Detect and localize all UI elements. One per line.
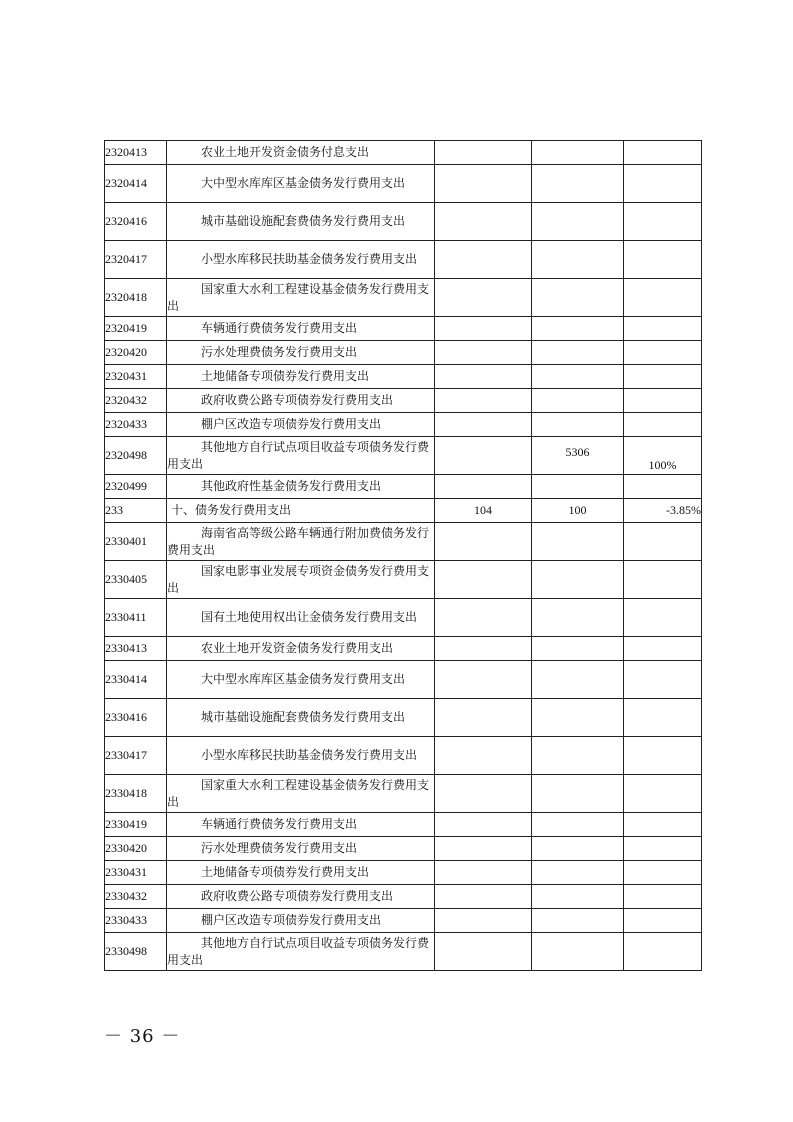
row-percent xyxy=(624,413,702,437)
row-value-1 xyxy=(435,909,532,933)
row-code: 2330414 xyxy=(105,661,167,699)
row-name xyxy=(167,389,435,413)
table-row xyxy=(105,885,702,909)
row-value-2 xyxy=(532,165,624,203)
row-code: 2330498 xyxy=(105,933,167,971)
row-code: 2330419 xyxy=(105,813,167,837)
table-row xyxy=(105,737,702,775)
row-value-2: 5306 xyxy=(532,437,624,475)
row-name-text: 农业土地开发资金债务发行费用支出 xyxy=(201,641,394,655)
row-name xyxy=(167,909,435,933)
row-percent xyxy=(624,141,702,165)
row-percent xyxy=(624,341,702,365)
row-value-1 xyxy=(435,813,532,837)
row-value-2 xyxy=(532,599,624,637)
row-value-2 xyxy=(532,475,624,499)
table-row xyxy=(105,699,702,737)
row-code: 2330417 xyxy=(105,737,167,775)
row-value-2 xyxy=(532,341,624,365)
row-name xyxy=(167,341,435,365)
row-percent xyxy=(624,737,702,775)
row-name-text: 政府收费公路专项债券发行费用支出 xyxy=(201,889,394,903)
row-name-text: 车辆通行费债务发行费用支出 xyxy=(201,817,358,831)
row-value-2 xyxy=(532,317,624,341)
row-value-1 xyxy=(435,661,532,699)
table-row xyxy=(105,837,702,861)
row-value-2 xyxy=(532,737,624,775)
row-value-1 xyxy=(435,389,532,413)
table-row xyxy=(105,933,702,971)
row-code: 233 xyxy=(105,499,167,523)
row-name xyxy=(167,837,435,861)
row-percent xyxy=(624,279,702,317)
row-name-text: 政府收费公路专项债券发行费用支出 xyxy=(201,393,394,407)
table-row xyxy=(105,775,702,813)
table-row xyxy=(105,437,702,475)
row-value-2 xyxy=(532,661,624,699)
row-name xyxy=(167,413,435,437)
row-percent xyxy=(624,165,702,203)
row-value-1 xyxy=(435,165,532,203)
row-percent xyxy=(624,599,702,637)
row-code: 2320433 xyxy=(105,413,167,437)
row-percent: 100% xyxy=(624,437,702,475)
row-name-text: 海南省高等级公路车辆通行附加费债务发行费用支出 xyxy=(167,525,430,557)
table-row xyxy=(105,165,702,203)
row-name-text: 十、债务发行费用支出 xyxy=(171,503,292,517)
row-name xyxy=(167,861,435,885)
row-value-1 xyxy=(435,475,532,499)
row-name-text: 国家重大水利工程建设基金债务发行费用支出 xyxy=(167,777,430,809)
row-percent xyxy=(624,523,702,561)
row-percent xyxy=(624,203,702,241)
row-code: 2320419 xyxy=(105,317,167,341)
row-value-1 xyxy=(435,317,532,341)
table-row xyxy=(105,523,702,561)
table-row xyxy=(105,499,702,523)
row-name-text: 小型水库移民扶助基金债务发行费用支出 xyxy=(201,252,418,266)
row-value-2 xyxy=(532,861,624,885)
row-name-text: 大中型水库库区基金债务发行费用支出 xyxy=(201,672,406,686)
row-code: 2320431 xyxy=(105,365,167,389)
row-code: 2330401 xyxy=(105,523,167,561)
row-name-text: 国家重大水利工程建设基金债务发行费用支出 xyxy=(167,281,430,313)
row-value-2 xyxy=(532,241,624,279)
table-row xyxy=(105,637,702,661)
table-row xyxy=(105,561,702,599)
row-value-2 xyxy=(532,837,624,861)
row-name xyxy=(167,475,435,499)
row-name xyxy=(167,203,435,241)
row-value-1: 104 xyxy=(435,499,532,523)
row-name xyxy=(167,523,435,561)
table-row xyxy=(105,661,702,699)
row-value-2 xyxy=(532,203,624,241)
row-name-text: 棚户区改造专项债券发行费用支出 xyxy=(201,417,382,431)
row-value-2 xyxy=(532,413,624,437)
row-name-text: 农业土地开发资金债务付息支出 xyxy=(201,145,370,159)
row-percent xyxy=(624,317,702,341)
row-name-text: 其他地方自行试点项目收益专项债务发行费用支出 xyxy=(167,935,430,967)
row-code: 2330432 xyxy=(105,885,167,909)
row-value-2 xyxy=(532,389,624,413)
row-value-2 xyxy=(532,933,624,971)
row-name xyxy=(167,317,435,341)
row-name xyxy=(167,813,435,837)
row-value-1 xyxy=(435,279,532,317)
row-code: 2320499 xyxy=(105,475,167,499)
row-name xyxy=(167,561,435,599)
row-percent xyxy=(624,837,702,861)
table-row xyxy=(105,341,702,365)
row-value-1 xyxy=(435,885,532,909)
row-value-2: 100 xyxy=(532,499,624,523)
row-value-1 xyxy=(435,203,532,241)
table-row xyxy=(105,203,702,241)
row-value-1 xyxy=(435,561,532,599)
row-name-text: 土地储备专项债券发行费用支出 xyxy=(201,369,370,383)
row-code: 2320417 xyxy=(105,241,167,279)
row-value-1 xyxy=(435,523,532,561)
row-name xyxy=(167,599,435,637)
row-code: 2320416 xyxy=(105,203,167,241)
row-name xyxy=(167,165,435,203)
row-value-1 xyxy=(435,599,532,637)
row-value-2 xyxy=(532,365,624,389)
row-value-1 xyxy=(435,837,532,861)
table-row xyxy=(105,389,702,413)
row-name xyxy=(167,933,435,971)
row-name xyxy=(167,885,435,909)
row-name-text: 棚户区改造专项债券发行费用支出 xyxy=(201,913,382,927)
row-percent xyxy=(624,775,702,813)
row-name xyxy=(167,775,435,813)
row-value-2 xyxy=(532,523,624,561)
table-row xyxy=(105,475,702,499)
row-value-1 xyxy=(435,775,532,813)
row-value-1 xyxy=(435,933,532,971)
row-code: 2320413 xyxy=(105,141,167,165)
row-name xyxy=(167,699,435,737)
row-value-2 xyxy=(532,637,624,661)
row-name xyxy=(167,365,435,389)
row-percent xyxy=(624,241,702,279)
row-code: 2330431 xyxy=(105,861,167,885)
row-name-text: 其他地方自行试点项目收益专项债务发行费用支出 xyxy=(167,439,430,471)
row-code: 2320432 xyxy=(105,389,167,413)
page-number: － 36 － xyxy=(104,1026,181,1047)
row-percent xyxy=(624,365,702,389)
row-name-text: 小型水库移民扶助基金债务发行费用支出 xyxy=(201,748,418,762)
row-code: 2330411 xyxy=(105,599,167,637)
row-name-text: 大中型水库库区基金债务发行费用支出 xyxy=(201,176,406,190)
row-percent xyxy=(624,699,702,737)
row-code: 2320418 xyxy=(105,279,167,317)
table-row xyxy=(105,279,702,317)
table-row xyxy=(105,365,702,389)
row-name xyxy=(167,637,435,661)
row-value-1 xyxy=(435,141,532,165)
table-row xyxy=(105,909,702,933)
row-name-text: 城市基础设施配套费债务发行费用支出 xyxy=(201,710,406,724)
row-name-text: 车辆通行费债务发行费用支出 xyxy=(201,321,358,335)
row-name xyxy=(167,661,435,699)
row-percent xyxy=(624,475,702,499)
row-name-text: 污水处理费债务发行费用支出 xyxy=(201,841,358,855)
row-code: 2330420 xyxy=(105,837,167,861)
row-value-2 xyxy=(532,561,624,599)
row-value-1 xyxy=(435,413,532,437)
budget-table xyxy=(104,140,702,971)
row-percent xyxy=(624,389,702,413)
row-name xyxy=(167,141,435,165)
row-value-1 xyxy=(435,341,532,365)
row-percent xyxy=(624,661,702,699)
table-row xyxy=(105,141,702,165)
table-row xyxy=(105,241,702,279)
row-name xyxy=(167,499,435,523)
row-name xyxy=(167,279,435,317)
row-name xyxy=(167,437,435,475)
row-value-2 xyxy=(532,885,624,909)
row-name xyxy=(167,737,435,775)
row-name-text: 污水处理费债务发行费用支出 xyxy=(201,345,358,359)
row-value-1 xyxy=(435,637,532,661)
row-percent xyxy=(624,813,702,837)
row-percent xyxy=(624,637,702,661)
table-row xyxy=(105,599,702,637)
row-code: 2320420 xyxy=(105,341,167,365)
row-value-1 xyxy=(435,737,532,775)
row-name-text: 国家电影事业发展专项资金债务发行费用支出 xyxy=(167,563,430,595)
row-percent: -3.85% xyxy=(624,499,702,523)
row-percent xyxy=(624,909,702,933)
row-code: 2320414 xyxy=(105,165,167,203)
row-name-text: 城市基础设施配套费债务发行费用支出 xyxy=(201,214,406,228)
row-name xyxy=(167,241,435,279)
row-value-1 xyxy=(435,241,532,279)
row-value-2 xyxy=(532,813,624,837)
table-row xyxy=(105,317,702,341)
row-code: 2330416 xyxy=(105,699,167,737)
row-percent xyxy=(624,561,702,599)
row-code: 2330405 xyxy=(105,561,167,599)
row-name-text: 国有土地使用权出让金债务发行费用支出 xyxy=(201,610,418,624)
row-percent xyxy=(624,861,702,885)
row-value-1 xyxy=(435,365,532,389)
row-value-2 xyxy=(532,279,624,317)
table-row xyxy=(105,861,702,885)
row-value-2 xyxy=(532,699,624,737)
row-code: 2330413 xyxy=(105,637,167,661)
table-row xyxy=(105,413,702,437)
table-row xyxy=(105,813,702,837)
row-value-2 xyxy=(532,909,624,933)
row-percent xyxy=(624,885,702,909)
row-value-2 xyxy=(532,141,624,165)
row-value-1 xyxy=(435,699,532,737)
row-percent xyxy=(624,933,702,971)
row-name-text: 其他政府性基金债务发行费用支出 xyxy=(201,479,382,493)
row-code: 2320498 xyxy=(105,437,167,475)
row-value-2 xyxy=(532,775,624,813)
row-code: 2330433 xyxy=(105,909,167,933)
row-value-1 xyxy=(435,437,532,475)
row-value-1 xyxy=(435,861,532,885)
row-code: 2330418 xyxy=(105,775,167,813)
row-name-text: 土地储备专项债券发行费用支出 xyxy=(201,865,370,879)
